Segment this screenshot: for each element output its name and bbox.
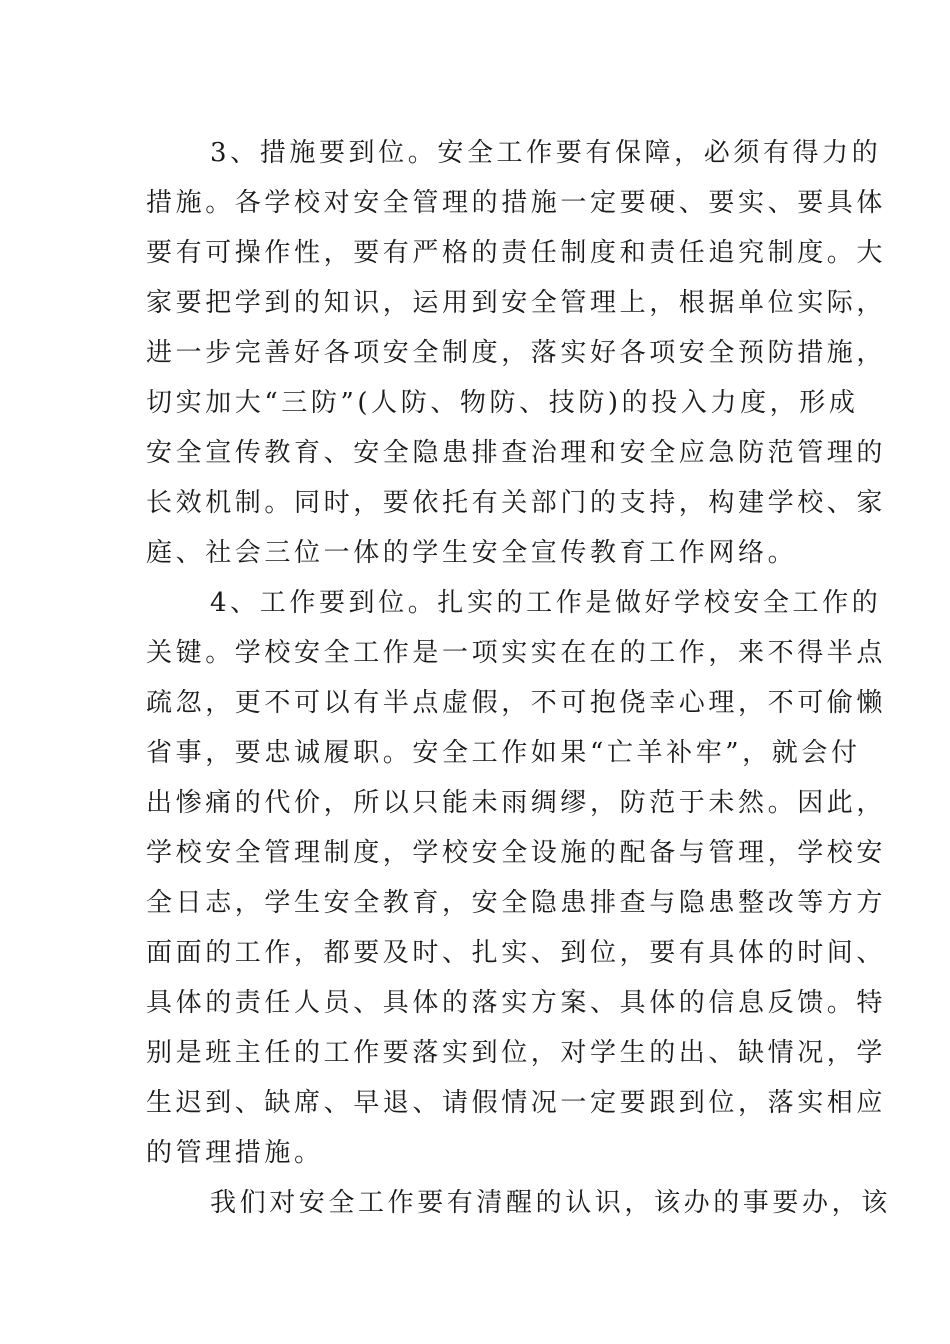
paragraph-4-line: 别是班主任的工作要落实到位，对学生的出、缺情况，学 [146, 1038, 887, 1068]
paragraph-4-line: 疏忽，更不可以有半点虚假，不可抱侥幸心理，不可偷懒 [146, 688, 887, 718]
paragraph-4-line: 的管理措施。 [146, 1138, 324, 1168]
paragraph-3-line: 切实加大“三防”(人防、物防、技防)的投入力度，形成 [146, 388, 859, 418]
paragraph-3-line: 长效机制。同时，要依托有关部门的支持，构建学校、家 [146, 488, 887, 518]
document-body [146, 128, 891, 1228]
paragraph-3-line: 措施。各学校对安全管理的措施一定要硬、要实、要具体 [146, 188, 887, 218]
paragraph-4-line: 具体的责任人员、具体的落实方案、具体的信息反馈。特 [146, 988, 887, 1018]
paragraph-3-line: 庭、社会三位一体的学生安全宣传教育工作网络。 [146, 538, 798, 568]
paragraph-3-line: 要有可操作性，要有严格的责任制度和责任追究制度。大 [146, 238, 887, 268]
paragraph-3-line: 安全宣传教育、安全隐患排查治理和安全应急防范管理的 [146, 438, 887, 468]
paragraph-3-line: 家要把学到的知识，运用到安全管理上，根据单位实际， [146, 288, 887, 318]
paragraph-4-line: 面面的工作，都要及时、扎实、到位，要有具体的时间、 [146, 938, 887, 968]
paragraph-4-line: 4、工作要到位。扎实的工作是做好学校安全工作的 [210, 588, 882, 618]
paragraph-4-line: 出惨痛的代价，所以只能未雨绸缪，防范于未然。因此， [146, 788, 887, 818]
paragraph-3-line: 进一步完善好各项安全制度，落实好各项安全预防措施， [146, 338, 887, 368]
paragraph-4-line: 省事，要忠诚履职。安全工作如果“亡羊补牢”，就会付 [146, 738, 861, 768]
paragraph-4-line: 生迟到、缺席、早退、请假情况一定要跟到位，落实相应 [146, 1088, 887, 1118]
paragraph-4-line: 全日志，学生安全教育，安全隐患排查与隐患整改等方方 [146, 888, 887, 918]
paragraph-4-line: 关键。学校安全工作是一项实实在在的工作，来不得半点 [146, 638, 887, 668]
paragraph-5-line: 我们对安全工作要有清醒的认识，该办的事要办，该 [210, 1188, 891, 1218]
paragraph-4-line: 学校安全管理制度，学校安全设施的配备与管理，学校安 [146, 838, 887, 868]
paragraph-3-line: 3、措施要到位。安全工作要有保障，必须有得力的 [210, 138, 882, 168]
